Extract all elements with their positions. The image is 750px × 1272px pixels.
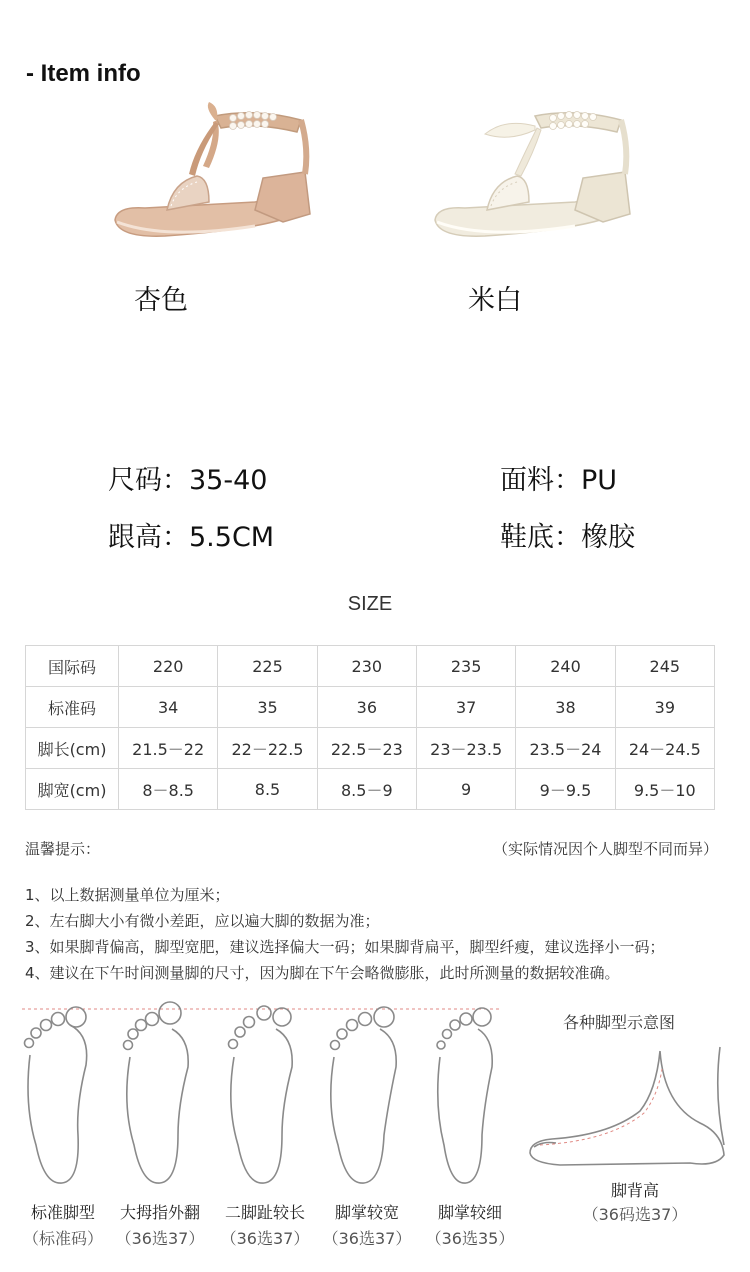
table-row: [26, 646, 715, 687]
apricot-sandal-image: [105, 98, 325, 248]
spec-sole: 鞋底：橡胶: [500, 522, 635, 553]
size-table: [25, 645, 715, 810]
color-label-offwhite: 米白: [468, 285, 522, 316]
foot-type-name: 脚掌较宽: [334, 1203, 399, 1222]
foot-type-sub: （36选37）: [115, 1229, 205, 1248]
table-cell: 225: [218, 646, 317, 687]
table-cell: 24－24.5: [615, 728, 714, 769]
table-cell: 39: [615, 687, 714, 728]
table-cell: 8.5－9: [317, 769, 416, 810]
tip-item: 2、左右脚大小有微小差距，应以遍大脚的数据为准；: [25, 912, 380, 930]
spec-size: 尺码：35-40: [108, 465, 268, 496]
table-cell: 9－9.5: [516, 769, 615, 810]
table-cell: 37: [416, 687, 515, 728]
table-cell: 220: [119, 646, 218, 687]
table-row: [26, 769, 715, 810]
table-cell: 35: [218, 687, 317, 728]
table-cell: 9: [416, 769, 515, 810]
foot-diagram-title: 各种脚型示意图: [563, 1013, 676, 1032]
color-label-apricot: 杏色: [134, 285, 188, 316]
table-cell: 36: [317, 687, 416, 728]
spec-material: 面料：PU: [500, 465, 618, 496]
tip-item: 4、建议在下午时间测量脚的尺寸，因为脚在下午会略微膨胀，此时所测量的数据较准确。: [25, 964, 620, 982]
foot-type-name: 二脚趾较长: [224, 1203, 305, 1222]
table-cell: 38: [516, 687, 615, 728]
table-cell: 22－22.5: [218, 728, 317, 769]
row-header: 脚长(cm): [26, 728, 119, 769]
foot-type-name: 标准脚型: [30, 1203, 95, 1222]
offwhite-sandal-image: [425, 98, 645, 248]
foot-type-sub: （标准码）: [22, 1229, 103, 1248]
foot-type-sub: （36选37）: [220, 1229, 310, 1248]
table-cell: 240: [516, 646, 615, 687]
table-cell: 8－8.5: [119, 769, 218, 810]
table-cell: 235: [416, 646, 515, 687]
instep-sub-label: （36码选37）: [582, 1205, 688, 1224]
tips-note: （实际情况因个人脚型不同而异）: [492, 840, 718, 858]
foot-type-sub: （36选37）: [322, 1229, 412, 1248]
table-cell: 230: [317, 646, 416, 687]
spec-heel-height: 跟高：5.5CM: [108, 522, 275, 553]
row-header: 脚宽(cm): [26, 769, 119, 810]
table-cell: 245: [615, 646, 714, 687]
table-cell: 34: [119, 687, 218, 728]
table-cell: 23.5－24: [516, 728, 615, 769]
page-title: - Item info: [26, 60, 141, 87]
table-cell: 9.5－10: [615, 769, 714, 810]
foot-type-name: 大拇指外翻: [119, 1203, 200, 1222]
row-header: 国际码: [26, 646, 119, 687]
table-cell: 8.5: [218, 769, 317, 810]
table-cell: 23－23.5: [416, 728, 515, 769]
tip-item: 1、以上数据测量单位为厘米；: [25, 886, 230, 904]
foot-type-name: 脚掌较细: [437, 1203, 502, 1222]
size-heading: SIZE: [347, 593, 393, 615]
table-row: [26, 728, 715, 769]
instep-label: 脚背高: [610, 1181, 659, 1200]
row-header: 标准码: [26, 687, 119, 728]
table-cell: 22.5－23: [317, 728, 416, 769]
tips-title: 温馨提示：: [25, 840, 101, 858]
foot-type-sub: （36选35）: [425, 1229, 515, 1248]
table-cell: 21.5－22: [119, 728, 218, 769]
tip-item: 3、如果脚背偏高，脚型宽肥，建议选择偏大一码；如果脚背扁平，脚型纤瘦，建议选择小一码；: [25, 938, 665, 956]
table-row: [26, 687, 715, 728]
